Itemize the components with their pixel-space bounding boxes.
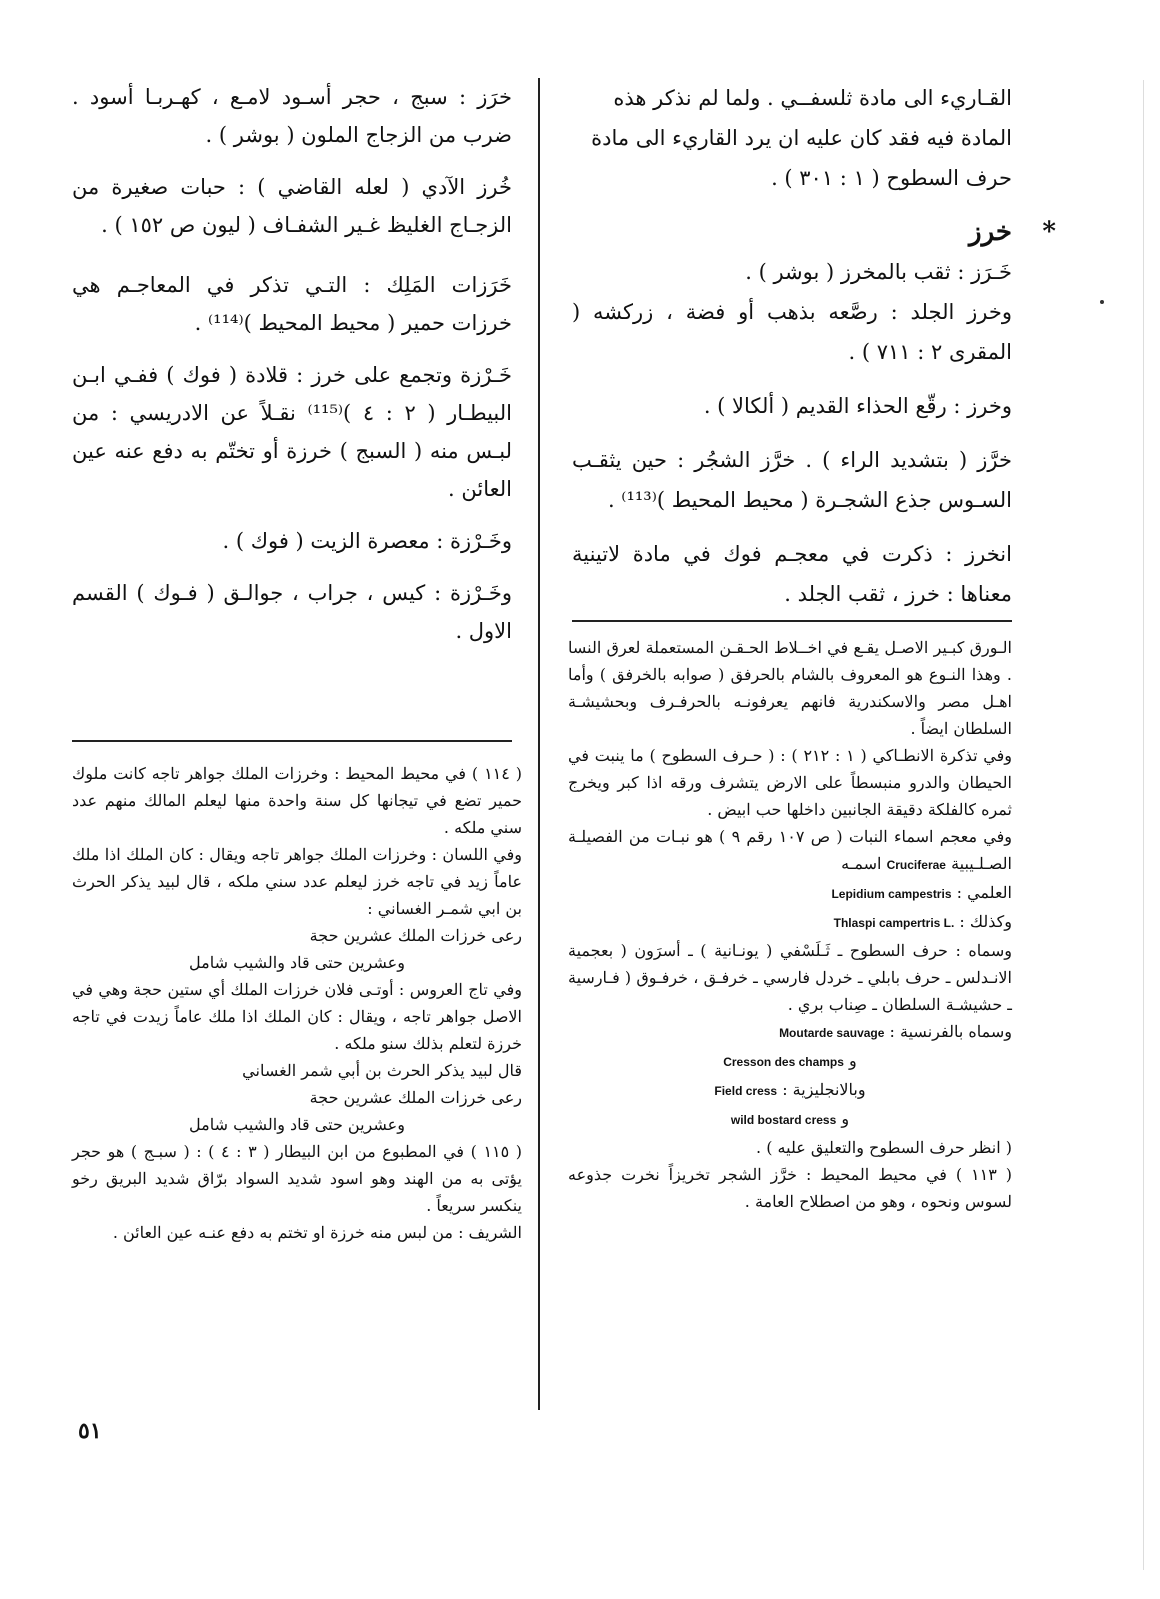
footnote-paragraph: وفي اللسان : وخرزات الملك جواهر تاجه ويقال : كان الملك اذا ملك عاماً زيد في تاجه خرز ليعلم عدد سني ملكه ، قال لبيد يذكر الحرث بن ابي شمـر الغساني : bbox=[72, 845, 522, 918]
verse-line: وعشرين حتى قاد والشيب شامل bbox=[189, 1115, 405, 1134]
footnote-paragraph: وسماه : حرف السطوح ـ ثَـلَسْفي ( يونـانية ) ـ أسرَون ( بعجمية الانـدلس ـ حرف بابلي ـ خردل فارسي ـ خرفـق ، خرفـوق ( فـارسية ـ حشيشـة السلطان ـ صِناب بري . bbox=[568, 941, 1012, 1014]
page-number: ٥١ bbox=[78, 1418, 102, 1444]
dictionary-entry: خُرز الآدي ( لعله القاضي ) : حبات صغيرة من الزجـاج الغليظ غـير الشفـاف ( ليون ص ١٥٢ ) . bbox=[72, 175, 512, 237]
latin-term: Moutarde sauvage bbox=[779, 1026, 885, 1040]
footnote-line: قال لبيد يذكر الحرث بن أبي شمر الغساني bbox=[242, 1061, 522, 1080]
dictionary-entry: خَـرْزة وتجمع على خرز : قلادة ( فوك ) ففـي ابـن البيطـار ( ٢ : ٤ )⁽¹¹⁵⁾ نقـلاً عن الادريسي : من لبـس منه ( السبج ) خرزة أو تختّم به دفع عنه عين العائن . bbox=[72, 363, 512, 501]
footnote-114: ( ١١٤ ) في محيط المحيط : وخرزات الملك جواهر تاجه كانت ملوك حمير تضع في تيجانها كل سنة واحدة منها ليعلم المالك منهم عدد سني ملكه . bbox=[72, 764, 523, 837]
asterisk-icon: * bbox=[1042, 217, 1056, 247]
footnote-line: و wild bostard cress bbox=[730, 1109, 850, 1128]
latin-term: Field cress bbox=[714, 1084, 778, 1098]
latin-term: Thlaspi campertris L. bbox=[833, 916, 955, 930]
footnote-line: وبالانجليزية : Field cress bbox=[714, 1080, 866, 1099]
dictionary-entry: خَرَزات المَلِك : التـي تذكر في المعاجـم هي خرزات حمير ( محيط المحيط )⁽¹¹⁴⁾ . bbox=[72, 273, 512, 335]
continuation-line: القـاريء الى مادة ثلسفــي . ولما لم نذكر هذه bbox=[613, 86, 1012, 110]
latin-term: Cruciferae bbox=[886, 858, 946, 872]
latin-term: Cresson des champs bbox=[723, 1055, 844, 1069]
continuation-line: المادة فيه فقد كان عليه ان يرد القاريء الى مادة bbox=[591, 126, 1012, 150]
dictionary-entry: خرَّز ( بتشديد الراء ) . خرَّز الشجُر : حين يثقـب السـوس جذع الشجـرة ( محيط المحيط )⁽¹¹³⁾ . bbox=[572, 448, 1012, 512]
footnote-paragraph: الـورق كبـير الاصـل يقـع في اخــلاط الحـقـن المستعملة لعرق النسا . وهذا النـوع هو المعروف بالشام بالحرفق ( صوابه بالخرفق ) وأما اهـل مصر والاسكندرية فانهم يعرفونـه بالحرفـرف وبحشيشـة السلطان ايضاً . bbox=[568, 638, 1013, 738]
dictionary-entry: انخرز : ذكرت في معجـم فوك في مادة لاتينية معناها : خرز ، ثقب الجلد . bbox=[572, 542, 1012, 606]
column-divider bbox=[538, 78, 540, 1410]
dictionary-entry: وخرز الجلد : رصَّعه بذهب أو فضة ، زركشه ( المقرى ٢ : ٧١١ ) . bbox=[572, 300, 1012, 364]
footnote-separator-right bbox=[572, 620, 1012, 622]
continuation-line: حرف السطوح ( ١ : ٣٠١ ) . bbox=[771, 166, 1012, 190]
footnote-paragraph: وفي تاج العروس : أوتـى فلان خرزات الملك أي ستين حجة وهي في الاصل جواهر تاجه ، ويقال : كان الملك اذا ملك عاماً زيدت في تاجه خرزة لتعلم بذلك سنو ملكه . bbox=[72, 980, 522, 1053]
footnote-line: ( انظر حرف السطوح والتعليق عليه ) . bbox=[756, 1138, 1012, 1157]
dictionary-entry: وخَـرْزة : معصرة الزيت ( فوك ) . bbox=[222, 529, 512, 553]
footnote-paragraph: الشريف : من لبس منه خرزة او تختم به دفع عنـه عين العائن . bbox=[112, 1223, 522, 1242]
entry-heading-text: خرز bbox=[969, 217, 1012, 247]
footnote-paragraph: وفي معجم اسماء النبات ( ص ١٠٧ رقم ٩ ) هو نبـات من الفصيلـة الصـلـيبية Cruciferae اسمـه bbox=[568, 827, 1012, 873]
latin-term: Lepidium campestris bbox=[831, 887, 952, 901]
footnote-line: العلمي : Lepidium campestris bbox=[831, 883, 1012, 902]
dictionary-entry: وخَـرْزة : كيس ، جراب ، جوالـق ( فـوك ) القسم الاول . bbox=[72, 581, 512, 643]
footnote-paragraph: وفي تذكرة الانطـاكي ( ١ : ٢١٢ ) : ( حـرف السطوح ) ما ينبت في الحيطان والدرو منبسطاً على الارض يتشرف ورقه اذا كبر ويخرج ثمره كالفلكة دقيقة الجانبين داخلها حب ابيض . bbox=[568, 746, 1013, 819]
left-column-footnotes bbox=[72, 760, 522, 1246]
footnote-separator-left bbox=[72, 740, 512, 742]
entry-heading bbox=[572, 212, 1056, 252]
verse-line: رعى خرزات الملك عشرين حجة bbox=[309, 926, 522, 945]
footnote-115: ( ١١٥ ) في المطبوع من ابن البيطار ( ٣ : ٤ ) : ( سبـج ) هو حجر يؤتى به من الهند وهو اسود شديد السواد برّاق شديد البريق رخو ينكسر سريعاً . bbox=[72, 1142, 523, 1215]
footnote-line: و Cresson des champs bbox=[723, 1051, 857, 1070]
verse-line: وعشرين حتى قاد والشيب شامل bbox=[189, 953, 405, 972]
right-column-main bbox=[572, 78, 1056, 614]
footnote-113: ( ١١٣ ) في محيط المحيط : خرَّز الشجر تخريزاً نخرت جذوعه لسوس ونحوه ، وهو من اصطلاح العامة . bbox=[568, 1165, 1012, 1211]
right-column-footnotes bbox=[568, 634, 1012, 1215]
latin-term: wild bostard cress bbox=[730, 1113, 837, 1127]
footnote-line: وسماه بالفرنسية : Moutarde sauvage bbox=[779, 1022, 1012, 1041]
scan-speck bbox=[1100, 300, 1104, 304]
left-column-main bbox=[72, 78, 512, 650]
footnote-line: وكذلك : Thlaspi campertris L. bbox=[833, 912, 1012, 931]
dictionary-entry: خَـرَز : ثقب بالمخرز ( بوشر ) . bbox=[745, 260, 1012, 284]
scan-edge-shadow bbox=[1143, 80, 1144, 1570]
dictionary-entry: خرَز : سبج ، حجر أسـود لامـع ، كهـربـا أسود . ضرب من الزجاج الملون ( بوشر ) . bbox=[72, 85, 512, 147]
verse-line: رعى خرزات الملك عشرين حجة bbox=[309, 1088, 522, 1107]
dictionary-entry: وخرز : رقّع الحذاء القديم ( ألكالا ) . bbox=[703, 394, 1012, 418]
